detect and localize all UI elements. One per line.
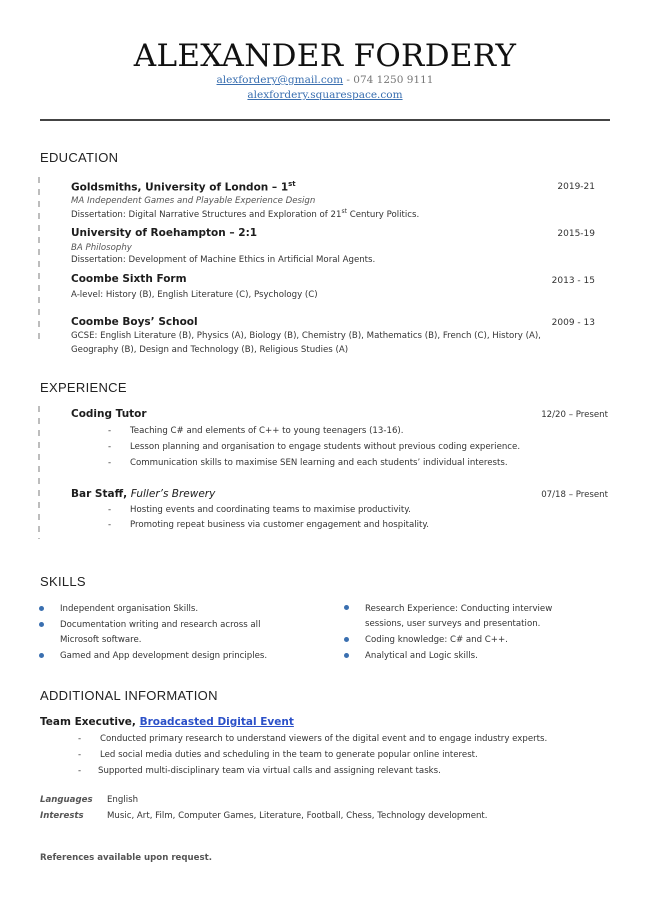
languages-label: Languages xyxy=(40,795,93,805)
education-degree: BA Philosophy xyxy=(71,243,132,253)
skill-item: Independent organisation Skills. xyxy=(60,604,199,614)
website-link[interactable]: alexfordery.squarespace.com xyxy=(247,89,403,101)
job-bullet: - Hosting events and coordinating teams to maximise productivity. xyxy=(108,505,411,515)
role-title: Team Executive, Broadcasted Digital Event xyxy=(40,716,294,728)
interests-value: Music, Art, Film, Computer Games, Literature, Football, Chess, Technology development. xyxy=(107,811,488,821)
job-date: 12/20 – Present xyxy=(541,410,608,420)
education-note: Dissertation: Development of Machine Ethics in Artificial Moral Agents. xyxy=(71,255,376,265)
additional-heading: ADDITIONAL INFORMATION xyxy=(40,688,218,703)
education-title: Goldsmiths, University of London – 1st xyxy=(71,180,296,194)
references-note: References available upon request. xyxy=(40,853,212,863)
job-date: 07/18 – Present xyxy=(541,490,608,500)
skills-heading: SKILLS xyxy=(40,574,86,589)
education-note: GCSE: English Literature (B), Physics (A), Biology (B), Chemistry (B), Mathematics (B), French (C), History (A), xyxy=(71,331,541,341)
bullet-icon xyxy=(344,637,349,642)
education-title: Coombe Sixth Form xyxy=(71,273,187,285)
skill-item-continued: Microsoft software. xyxy=(60,635,142,645)
education-note: A-level: History (B), English Literature (C), Psychology (C) xyxy=(71,290,318,300)
education-date: 2013 - 15 xyxy=(551,276,595,286)
education-heading: EDUCATION xyxy=(40,150,119,165)
languages-value: English xyxy=(107,795,139,805)
contact-separator: - xyxy=(343,74,354,86)
education-date: 2009 - 13 xyxy=(551,318,595,328)
education-title: Coombe Boys’ School xyxy=(71,316,198,328)
skill-item: Analytical and Logic skills. xyxy=(365,651,478,661)
education-date: 2015-19 xyxy=(557,229,595,239)
bullet-icon xyxy=(39,622,44,627)
website-line xyxy=(0,89,650,101)
bullet-icon xyxy=(39,653,44,658)
job-bullet: - Lesson planning and organisation to engage students without previous coding experience. xyxy=(108,442,521,452)
education-date: 2019-21 xyxy=(557,182,595,192)
experience-dotted-rule xyxy=(38,406,40,539)
education-title: University of Roehampton – 2:1 xyxy=(71,227,258,239)
role-bullet: - Led social media duties and scheduling in the team to generate popular online interest. xyxy=(78,750,478,760)
education-note: Geography (B), Design and Technology (B), Religious Studies (A) xyxy=(71,345,349,355)
education-dotted-rule xyxy=(38,177,40,343)
skill-item: Coding knowledge: C# and C++. xyxy=(365,635,508,645)
contact-line xyxy=(0,74,650,86)
skill-item-continued: sessions, user surveys and presentation. xyxy=(365,619,541,629)
education-note: Dissertation: Digital Narrative Structures and Exploration of 21st Century Politics. xyxy=(71,208,420,220)
phone-number: 074 1250 9111 xyxy=(353,74,434,86)
skill-item: Documentation writing and research across all xyxy=(60,620,261,630)
skill-item: Gamed and App development design principles. xyxy=(60,651,268,661)
bullet-icon xyxy=(344,653,349,658)
job-title: Coding Tutor xyxy=(71,408,147,420)
bullet-icon xyxy=(344,605,349,610)
interests-label: Interests xyxy=(40,811,84,821)
email-link[interactable]: alexfordery@gmail.com xyxy=(216,74,344,86)
header-divider xyxy=(40,119,610,121)
job-bullet: - Promoting repeat business via customer engagement and hospitality. xyxy=(108,520,429,530)
job-bullet: - Communication skills to maximise SEN learning and each students’ individual interests. xyxy=(108,458,508,468)
job-bullet: - Teaching C# and elements of C++ to young teenagers (13-16). xyxy=(108,426,404,436)
skill-item: Research Experience: Conducting interview xyxy=(365,604,553,614)
experience-heading: EXPERIENCE xyxy=(40,380,127,395)
candidate-name: ALEXANDER FORDERY xyxy=(133,38,517,74)
bullet-icon xyxy=(39,606,44,611)
job-title: Bar Staff, Fuller’s Brewery xyxy=(71,488,216,500)
education-degree: MA Independent Games and Playable Experience Design xyxy=(71,196,316,206)
event-link[interactable]: Broadcasted Digital Event xyxy=(139,716,294,728)
role-bullet: - Supported multi-disciplinary team via virtual calls and assigning relevant tasks. xyxy=(78,766,441,776)
role-bullet: - Conducted primary research to understand viewers of the digital event and to engage industry experts. xyxy=(78,734,548,744)
